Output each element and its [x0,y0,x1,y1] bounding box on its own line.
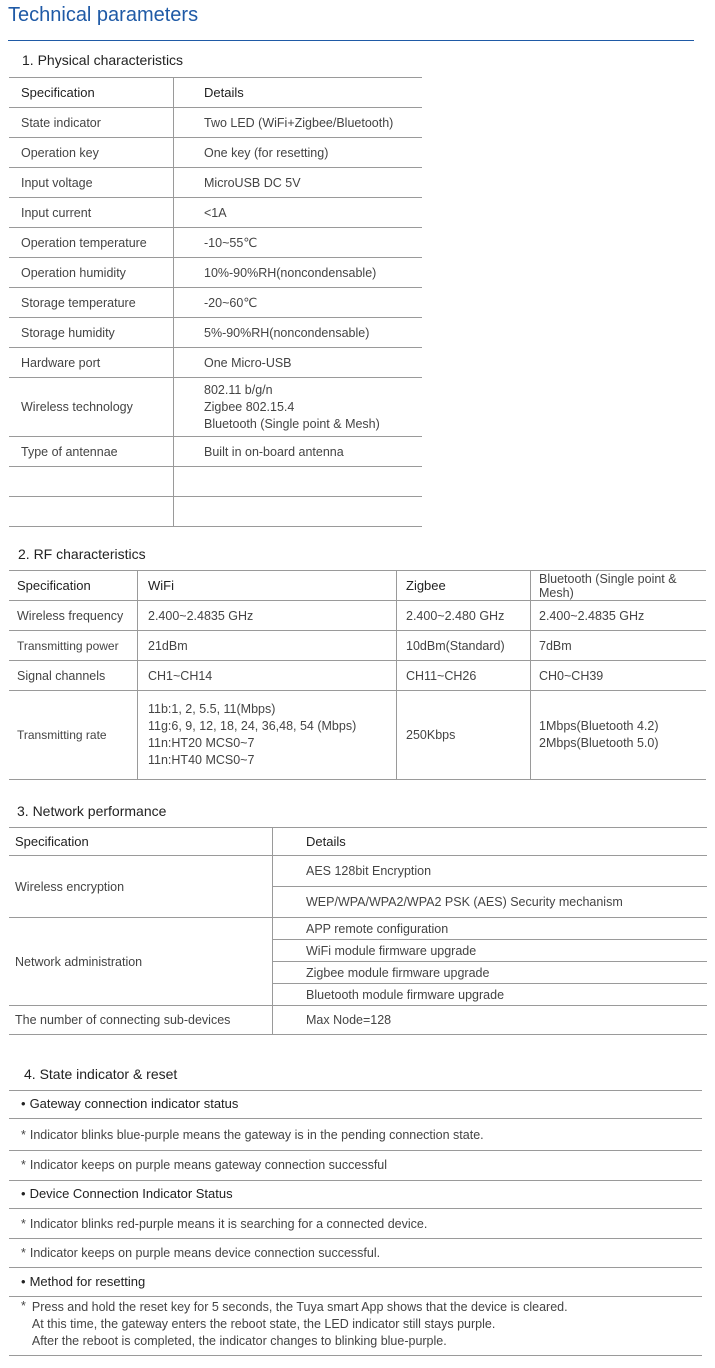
divider [9,1267,702,1268]
table-row [9,258,422,288]
divider [9,1090,702,1091]
spec-cell: Operation key [9,138,174,168]
spec-cell: Operation temperature [9,228,174,258]
details-cell: One Micro-USB [174,348,423,378]
table-row [9,378,422,437]
table-row [9,228,422,258]
state-heading [21,1096,238,1111]
divider [9,1355,702,1356]
zigbee-cell: 2.400~2.480 GHz [397,601,531,631]
bullet: * [21,1299,26,1313]
table-row [9,348,422,378]
details-cell [174,378,423,437]
bluetooth-cell: 2.400~2.4835 GHz [531,601,707,631]
empty-row [9,467,422,497]
spec-cell: Operation humidity [9,258,174,288]
bluetooth-line: 2Mbps(Bluetooth 5.0) [539,736,659,750]
spec-cell: Storage temperature [9,288,174,318]
bluetooth-cell: 7dBm [531,631,707,661]
section-title-network: 3. Network performance [17,803,167,819]
state-item-text: Indicator blinks red-purple means it is searching for a connected device. [29,1217,428,1231]
divider [9,1238,702,1239]
header-zigbee: Zigbee [397,571,531,601]
zigbee-cell: 10dBm(Standard) [397,631,531,661]
bullet: * [21,1128,26,1142]
spec-cell: Wireless encryption [9,856,273,918]
wifi-line: 11n:HT20 MCS0~7 [148,736,255,750]
details-cell: APP remote configuration [273,918,708,940]
section-title-physical: 1. Physical characteristics [22,52,184,68]
wifi-line: 11g:6, 9, 12, 18, 24, 36,48, 54 (Mbps) [148,719,357,733]
state-heading-text: Gateway connection indicator status [29,1096,239,1111]
spec-cell: Input voltage [9,168,174,198]
spec-cell: Wireless technology [9,378,174,437]
details-cell: -10~55℃ [174,228,423,258]
divider [9,1296,702,1297]
divider [9,1180,702,1181]
spec-cell: Transmitting power [9,631,138,661]
empty-row [9,497,422,527]
section-title-state: 4. State indicator & reset [24,1066,178,1082]
section-title-rf: 2. RF characteristics [18,546,146,562]
zigbee-cell: 250Kbps [397,691,531,780]
table-row [9,1006,707,1035]
spec-cell: State indicator [9,108,174,138]
details-cell: 10%-90%RH(noncondensable) [174,258,423,288]
wifi-cell: 21dBm [138,631,397,661]
spec-cell: Signal channels [9,661,138,691]
bluetooth-line: 1Mbps(Bluetooth 4.2) [539,719,659,733]
table-row [9,631,706,661]
state-item [21,1299,568,1350]
details-cell: Bluetooth module firmware upgrade [273,984,708,1006]
state-item-text: Indicator keeps on purple means device connection successful. [29,1246,381,1260]
table-header-row [9,828,707,856]
details-cell: <1A [174,198,423,228]
spec-cell: Network administration [9,918,273,1006]
divider [9,1208,702,1209]
wifi-cell: CH1~CH14 [138,661,397,691]
header-spec: Specification [9,78,174,108]
details-cell: Max Node=128 [273,1006,708,1035]
state-heading-text: Method for resetting [29,1274,146,1289]
state-item [21,1217,427,1231]
table-row [9,318,422,348]
wifi-line: 11b:1, 2, 5.5, 11(Mbps) [148,702,276,716]
table-header-row [9,78,422,108]
wifi-cell [138,691,397,780]
state-item-text: Press and hold the reset key for 5 seconds, the Tuya smart App shows that the device is cleared. [31,1300,568,1314]
spec-cell: Wireless frequency [9,601,138,631]
spec-cell: Input current [9,198,174,228]
table-header-row [9,571,706,601]
details-cell: 5%-90%RH(noncondensable) [174,318,423,348]
details-cell: Built in on-board antenna [174,437,423,467]
state-item [21,1128,484,1142]
state-item-text: Indicator blinks blue-purple means the gateway is in the pending connection state. [29,1128,484,1142]
details-cell: AES 128bit Encryption [273,856,708,887]
details-cell: Two LED (WiFi+Zigbee/Bluetooth) [174,108,423,138]
state-item-text: At this time, the gateway enters the reboot state, the LED indicator still stays purple. [31,1317,496,1331]
state-heading-text: Device Connection Indicator Status [29,1186,233,1201]
bullet: * [21,1158,26,1172]
header-details: Details [273,828,708,856]
details-cell: MicroUSB DC 5V [174,168,423,198]
bluetooth-cell [531,691,707,780]
details-cell: -20~60℃ [174,288,423,318]
state-item-text: After the reboot is completed, the indicator changes to blinking blue-purple. [31,1334,447,1348]
physical-table [9,77,422,527]
header-spec: Specification [9,571,138,601]
state-item [21,1158,387,1172]
header-wifi: WiFi [138,571,397,601]
details-cell: WiFi module firmware upgrade [273,940,708,962]
details-line: 802.11 b/g/n [204,382,273,397]
state-item-text: Indicator keeps on purple means gateway connection successful [29,1158,388,1172]
table-row [9,168,422,198]
table-row [9,288,422,318]
spec-cell: Type of antennae [9,437,174,467]
wifi-line: 11n:HT40 MCS0~7 [148,753,255,767]
spec-cell: The number of connecting sub-devices [9,1006,273,1035]
details-cell: WEP/WPA/WPA2/WPA2 PSK (AES) Security mechanism [273,887,708,918]
details-cell: Zigbee module firmware upgrade [273,962,708,984]
header-spec: Specification [9,828,273,856]
bullet: • [21,1186,26,1201]
title-divider [8,40,694,41]
table-row [9,138,422,168]
bullet: • [21,1096,26,1111]
header-bluetooth: Bluetooth (Single point & Mesh) [531,571,707,601]
details-line: Zigbee 802.15.4 [204,399,295,414]
table-row [9,856,707,887]
spec-cell: Transmitting rate [9,691,138,780]
network-table [9,827,707,1035]
table-row [9,108,422,138]
divider [9,1118,702,1119]
details-cell: One key (for resetting) [174,138,423,168]
bullet: • [21,1274,26,1289]
zigbee-cell: CH11~CH26 [397,661,531,691]
bluetooth-cell: CH0~CH39 [531,661,707,691]
table-row [9,198,422,228]
table-row [9,918,707,940]
table-row [9,601,706,631]
divider [9,1150,702,1151]
state-item [21,1246,380,1260]
bullet: * [21,1217,26,1231]
table-row [9,437,422,467]
table-row [9,691,706,780]
state-heading [21,1186,233,1201]
spec-cell: Storage humidity [9,318,174,348]
wifi-cell: 2.400~2.4835 GHz [138,601,397,631]
state-heading [21,1274,145,1289]
details-line: Bluetooth (Single point & Mesh) [204,416,380,431]
bullet: * [21,1246,26,1260]
spec-cell: Hardware port [9,348,174,378]
header-details: Details [174,78,423,108]
table-row [9,661,706,691]
rf-table [9,570,706,780]
page-title: Technical parameters [8,4,199,26]
